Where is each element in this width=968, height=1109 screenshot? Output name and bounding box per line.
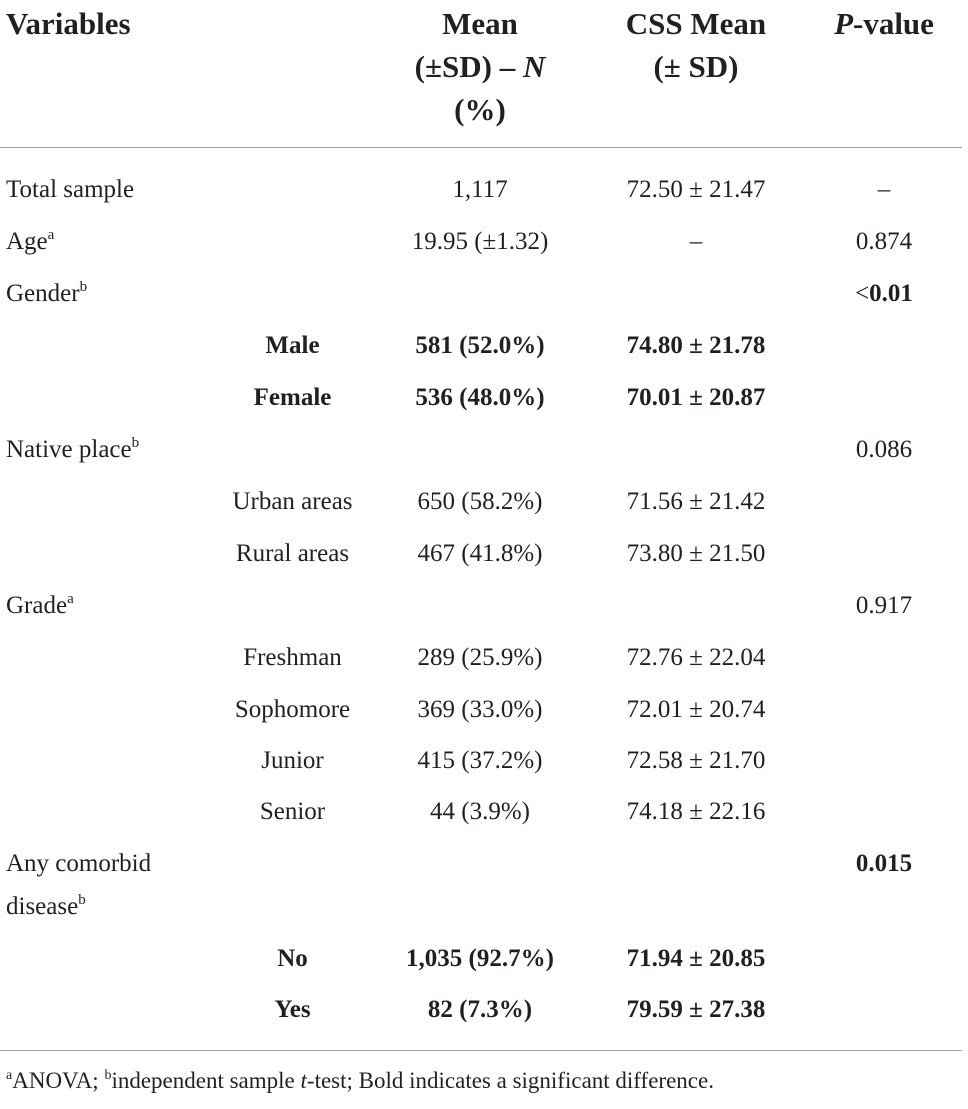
header-mean-line2: (±SD) – N xyxy=(414,49,546,84)
row-label-native-place: Native place$^b$ xyxy=(6,435,140,463)
cell-css-freshman: 72.76 ± 22.04 xyxy=(626,644,766,671)
row-label-rural: Rural areas xyxy=(235,540,350,567)
cell-css-urban: 71.56 ± 21.42 xyxy=(626,488,766,515)
row-label-female: Female xyxy=(253,384,332,411)
header-css-line1: CSS Mean xyxy=(625,6,767,41)
row-label-no: No xyxy=(277,945,308,972)
cell-mean-urban: 650 (58.2%) xyxy=(417,488,543,515)
row-label-grade: Grade$^a$ xyxy=(6,591,74,619)
cell-p-gender: <0.01 xyxy=(855,280,913,307)
row-label-comorbid-line1: Any comorbid xyxy=(6,850,152,877)
header-divider xyxy=(0,147,962,148)
table-footnote: $^a$ANOVA; $^b$independent sample t-test; Bold indicates a significant difference. xyxy=(6,1068,714,1093)
row-label-junior: Junior xyxy=(261,747,324,774)
row-label-gender: Gender$^b$ xyxy=(6,279,88,307)
header-mean-line3: (%) xyxy=(454,92,506,127)
row-label-male: Male xyxy=(265,332,320,359)
row-label-freshman: Freshman xyxy=(243,644,342,671)
row-label-sophomore: Sophomore xyxy=(234,696,351,723)
cell-mean-female: 536 (48.0%) xyxy=(415,384,545,411)
cell-p-age: 0.874 xyxy=(855,228,913,255)
cell-css-senior: 74.18 ± 22.16 xyxy=(626,798,766,825)
row-label-age: Age$^a$ xyxy=(6,227,55,255)
cell-mean-sophomore: 369 (33.0%) xyxy=(417,696,543,723)
cell-css-total: 72.50 ± 21.47 xyxy=(626,176,766,203)
cell-p-comorbid: 0.015 xyxy=(855,850,913,877)
header-mean-line1: Mean xyxy=(442,6,518,41)
row-label-comorbid-line2: disease$^b$ xyxy=(6,892,86,920)
header-p-value: P-value xyxy=(834,6,934,41)
cell-mean-freshman: 289 (25.9%) xyxy=(417,644,543,671)
header-variables: Variables xyxy=(6,6,131,41)
cell-css-male: 74.80 ± 21.78 xyxy=(626,332,766,359)
cell-mean-no: 1,035 (92.7%) xyxy=(406,945,554,972)
header-css-mean xyxy=(596,2,796,88)
cell-css-yes: 79.59 ± 27.38 xyxy=(626,996,766,1023)
row-label-total: Total sample xyxy=(6,176,135,203)
cell-mean-senior: 44 (3.9%) xyxy=(430,798,530,825)
cell-p-native-place: 0.086 xyxy=(855,436,913,463)
cell-css-no: 71.94 ± 20.85 xyxy=(626,945,766,972)
header-css-line2: (± SD) xyxy=(653,49,739,84)
cell-css-female: 70.01 ± 20.87 xyxy=(626,384,766,411)
header-mean xyxy=(380,2,580,131)
cell-css-rural: 73.80 ± 21.50 xyxy=(626,540,766,567)
cell-mean-total: 1,117 xyxy=(452,176,508,203)
cell-css-age: – xyxy=(689,228,703,255)
cell-p-grade: 0.917 xyxy=(855,592,913,619)
cell-mean-yes: 82 (7.3%) xyxy=(427,996,533,1023)
cell-mean-rural: 467 (41.8%) xyxy=(417,540,543,567)
row-label-senior: Senior xyxy=(259,798,326,825)
cell-p-total: – xyxy=(877,176,891,203)
footer-divider xyxy=(0,1050,962,1051)
cell-css-sophomore: 72.01 ± 20.74 xyxy=(626,696,766,723)
cell-mean-age: 19.95 (±1.32) xyxy=(411,228,549,255)
cell-mean-junior: 415 (37.2%) xyxy=(417,747,543,774)
row-label-yes: Yes xyxy=(274,996,311,1023)
row-label-urban: Urban areas xyxy=(232,488,353,515)
cell-css-junior: 72.58 ± 21.70 xyxy=(626,747,766,774)
cell-mean-male: 581 (52.0%) xyxy=(415,332,545,359)
